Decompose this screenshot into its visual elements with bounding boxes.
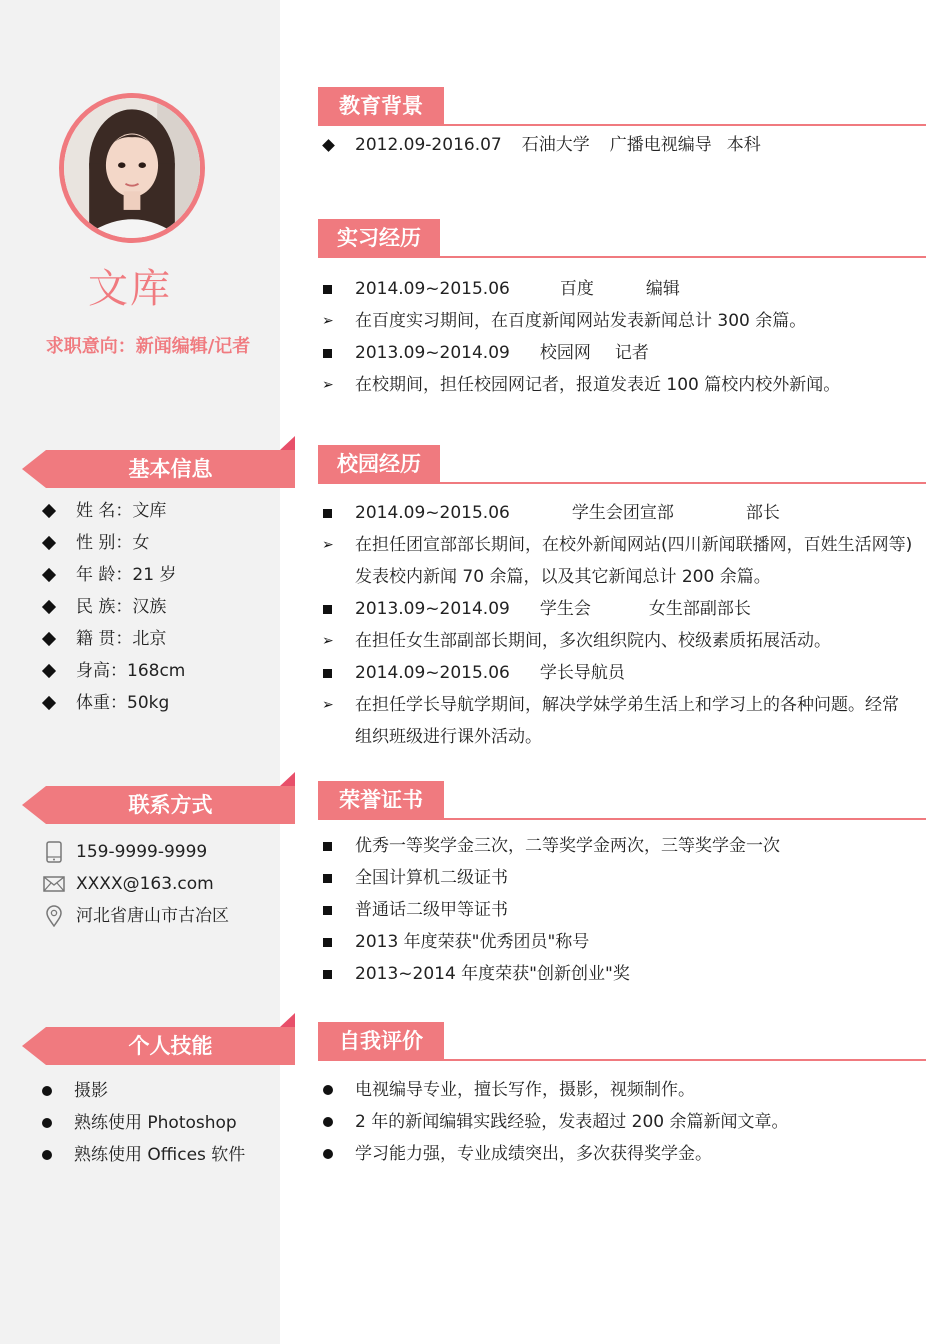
campus-desc: 在担任团宣部部长期间，在校外新闻网站(四川新闻联播网，百姓生活网等) — [355, 535, 913, 555]
info-weight: 体重：50kg — [76, 693, 170, 713]
diamond-bullet-icon — [42, 568, 56, 582]
education-list — [322, 129, 922, 161]
intern-role: 编辑 — [645, 279, 680, 299]
postal-address: 河北省唐山市古冶区 — [76, 906, 229, 926]
internship-header — [318, 219, 926, 259]
portrait-image — [64, 98, 200, 238]
list-item — [322, 529, 922, 593]
square-bullet-icon — [322, 337, 346, 369]
contact-title: 联系方式 — [128, 793, 213, 817]
dot-bullet-icon — [42, 1118, 52, 1128]
campus-desc: 在担任学长导航学期间，解决学妹学弟生活上和学习上的各种问题。经常 — [355, 695, 899, 715]
arrow-bullet-icon: ➢ — [322, 697, 334, 713]
square-bullet-icon — [322, 926, 346, 958]
basic-info-list — [40, 495, 280, 719]
campus-title: 校园经历 — [318, 445, 440, 483]
edu-major: 广播电视编导 — [609, 135, 712, 155]
intern-org: 百度 — [559, 279, 594, 299]
list-item — [322, 129, 922, 161]
honor-item: 全国计算机二级证书 — [355, 868, 508, 888]
campus-list — [322, 497, 922, 753]
campus-desc: 发表校内新闻 70 余篇，以及其它新闻总计 200 余篇。 — [355, 567, 771, 587]
contact-email — [42, 868, 282, 900]
arrow-bullet-icon: ➢ — [322, 377, 334, 393]
list-item — [322, 862, 922, 894]
campus-role: 部长 — [745, 503, 780, 523]
job-intent: 求职意向：新闻编辑/记者 — [45, 336, 251, 357]
email-address: XXXX@163.com — [76, 874, 214, 894]
list-item — [322, 830, 922, 862]
phone-icon — [42, 840, 66, 864]
list-item — [40, 559, 280, 591]
square-bullet-icon — [322, 862, 346, 894]
skill-item: 熟练使用 Offices 软件 — [74, 1145, 246, 1165]
self-eval-list — [322, 1074, 922, 1170]
intern-org: 校园网 — [539, 343, 591, 363]
list-item — [322, 1106, 922, 1138]
campus-desc: 在担任女生部副部长期间，多次组织院内、校级素质拓展活动。 — [355, 631, 831, 651]
edu-school: 石油大学 — [521, 135, 590, 155]
edu-period: 2012.09-2016.07 — [355, 135, 502, 155]
mail-icon — [42, 872, 66, 896]
honor-item: 2013~2014 年度荣获"创新创业"奖 — [355, 964, 630, 984]
dot-bullet-icon — [322, 1138, 346, 1170]
campus-period: 2014.09~2015.06 — [355, 663, 510, 683]
edu-degree: 本科 — [726, 135, 761, 155]
diamond-bullet-icon — [42, 632, 56, 646]
diamond-bullet-icon — [42, 504, 56, 518]
list-item — [40, 527, 280, 559]
self-eval-item: 2 年的新闻编辑实践经验，发表超过 200 余篇新闻文章。 — [355, 1112, 789, 1132]
campus-header — [318, 445, 926, 485]
list-item — [322, 337, 922, 369]
list-item — [322, 657, 922, 689]
honor-item: 普通话二级甲等证书 — [355, 900, 508, 920]
square-bullet-icon — [322, 958, 346, 990]
intern-period: 2014.09~2015.06 — [355, 279, 510, 299]
contact-address — [42, 900, 282, 932]
dot-bullet-icon — [322, 1106, 346, 1138]
list-item — [322, 926, 922, 958]
info-ethnicity: 民 族：汉族 — [76, 597, 167, 617]
contact-phone — [42, 836, 282, 868]
list-item — [322, 593, 922, 625]
skills-list — [40, 1075, 280, 1171]
honor-item: 优秀一等奖学金三次，二等奖学金两次，三等奖学金一次 — [355, 836, 780, 856]
dot-bullet-icon — [42, 1086, 52, 1096]
square-bullet-icon — [322, 657, 346, 689]
list-item — [40, 495, 280, 527]
campus-org: 学长导航员 — [539, 663, 625, 683]
square-bullet-icon — [322, 830, 346, 862]
list-item — [40, 1139, 280, 1171]
honors-title: 荣誉证书 — [318, 781, 444, 819]
arrow-bullet-icon: ➢ — [322, 313, 334, 329]
square-bullet-icon — [322, 497, 346, 529]
education-title: 教育背景 — [318, 87, 444, 125]
location-icon — [42, 904, 66, 928]
honors-list — [322, 830, 922, 990]
contact-header — [22, 786, 295, 824]
arrow-bullet-icon: ➢ — [322, 633, 334, 649]
square-bullet-icon — [322, 273, 346, 305]
list-item — [40, 623, 280, 655]
list-item — [322, 369, 922, 401]
dot-bullet-icon — [322, 1074, 346, 1106]
honors-header — [318, 781, 926, 821]
diamond-bullet-icon — [42, 600, 56, 614]
list-item — [40, 655, 280, 687]
info-hometown: 籍 贯：北京 — [76, 629, 167, 649]
skills-header — [22, 1027, 295, 1065]
list-item — [322, 1138, 922, 1170]
candidate-name: 文库 — [88, 266, 172, 312]
ribbon-fold — [280, 1013, 295, 1027]
phone-number: 159-9999-9999 — [76, 842, 208, 862]
education-header — [318, 87, 926, 127]
self-eval-item: 学习能力强，专业成绩突出，多次获得奖学金。 — [355, 1144, 712, 1164]
skill-item: 熟练使用 Photoshop — [74, 1113, 237, 1133]
skills-title: 个人技能 — [128, 1034, 213, 1058]
ribbon-fold — [280, 436, 295, 450]
intern-desc: 在校期间，担任校园网记者，报道发表近 100 篇校内校外新闻。 — [355, 375, 841, 395]
intern-role: 记者 — [614, 343, 649, 363]
info-name: 姓 名：文库 — [76, 501, 167, 521]
campus-role: 女生部副部长 — [648, 599, 751, 619]
list-item — [322, 305, 922, 337]
self-eval-item: 电视编导专业，擅长写作，摄影，视频制作。 — [355, 1080, 695, 1100]
self-eval-header — [318, 1022, 926, 1062]
list-item — [322, 894, 922, 926]
list-item — [40, 687, 280, 719]
intern-period: 2013.09~2014.09 — [355, 343, 510, 363]
list-item — [322, 689, 922, 753]
internship-list — [322, 273, 922, 401]
skill-item: 摄影 — [74, 1081, 108, 1101]
intern-desc: 在百度实习期间，在百度新闻网站发表新闻总计 300 余篇。 — [355, 311, 807, 331]
list-item — [322, 958, 922, 990]
campus-desc: 组织班级进行课外活动。 — [355, 727, 542, 747]
campus-org: 学生会团宣部 — [571, 503, 674, 523]
internship-title: 实习经历 — [318, 219, 440, 257]
info-height: 身高：168cm — [76, 661, 186, 681]
campus-org: 学生会 — [539, 599, 591, 619]
diamond-bullet-icon — [42, 696, 56, 710]
info-gender: 性 别：女 — [76, 533, 150, 553]
list-item — [40, 591, 280, 623]
ribbon-fold — [280, 772, 295, 786]
list-item — [322, 497, 922, 529]
self-eval-title: 自我评价 — [318, 1022, 444, 1060]
info-age: 年 龄：21 岁 — [76, 565, 177, 585]
campus-period: 2013.09~2014.09 — [355, 599, 510, 619]
basic-info-header — [22, 450, 295, 488]
diamond-bullet-icon — [322, 129, 346, 161]
dot-bullet-icon — [42, 1150, 52, 1160]
diamond-bullet-icon — [42, 536, 56, 550]
list-item — [322, 1074, 922, 1106]
diamond-bullet-icon — [42, 664, 56, 678]
contact-list — [42, 836, 282, 932]
profile-photo — [59, 93, 205, 243]
arrow-bullet-icon: ➢ — [322, 537, 334, 553]
campus-period: 2014.09~2015.06 — [355, 503, 510, 523]
list-item — [40, 1107, 280, 1139]
list-item — [322, 273, 922, 305]
basic-info-title: 基本信息 — [128, 457, 213, 481]
list-item — [322, 625, 922, 657]
honor-item: 2013 年度荣获"优秀团员"称号 — [355, 932, 590, 952]
list-item — [40, 1075, 280, 1107]
square-bullet-icon — [322, 894, 346, 926]
square-bullet-icon — [322, 593, 346, 625]
